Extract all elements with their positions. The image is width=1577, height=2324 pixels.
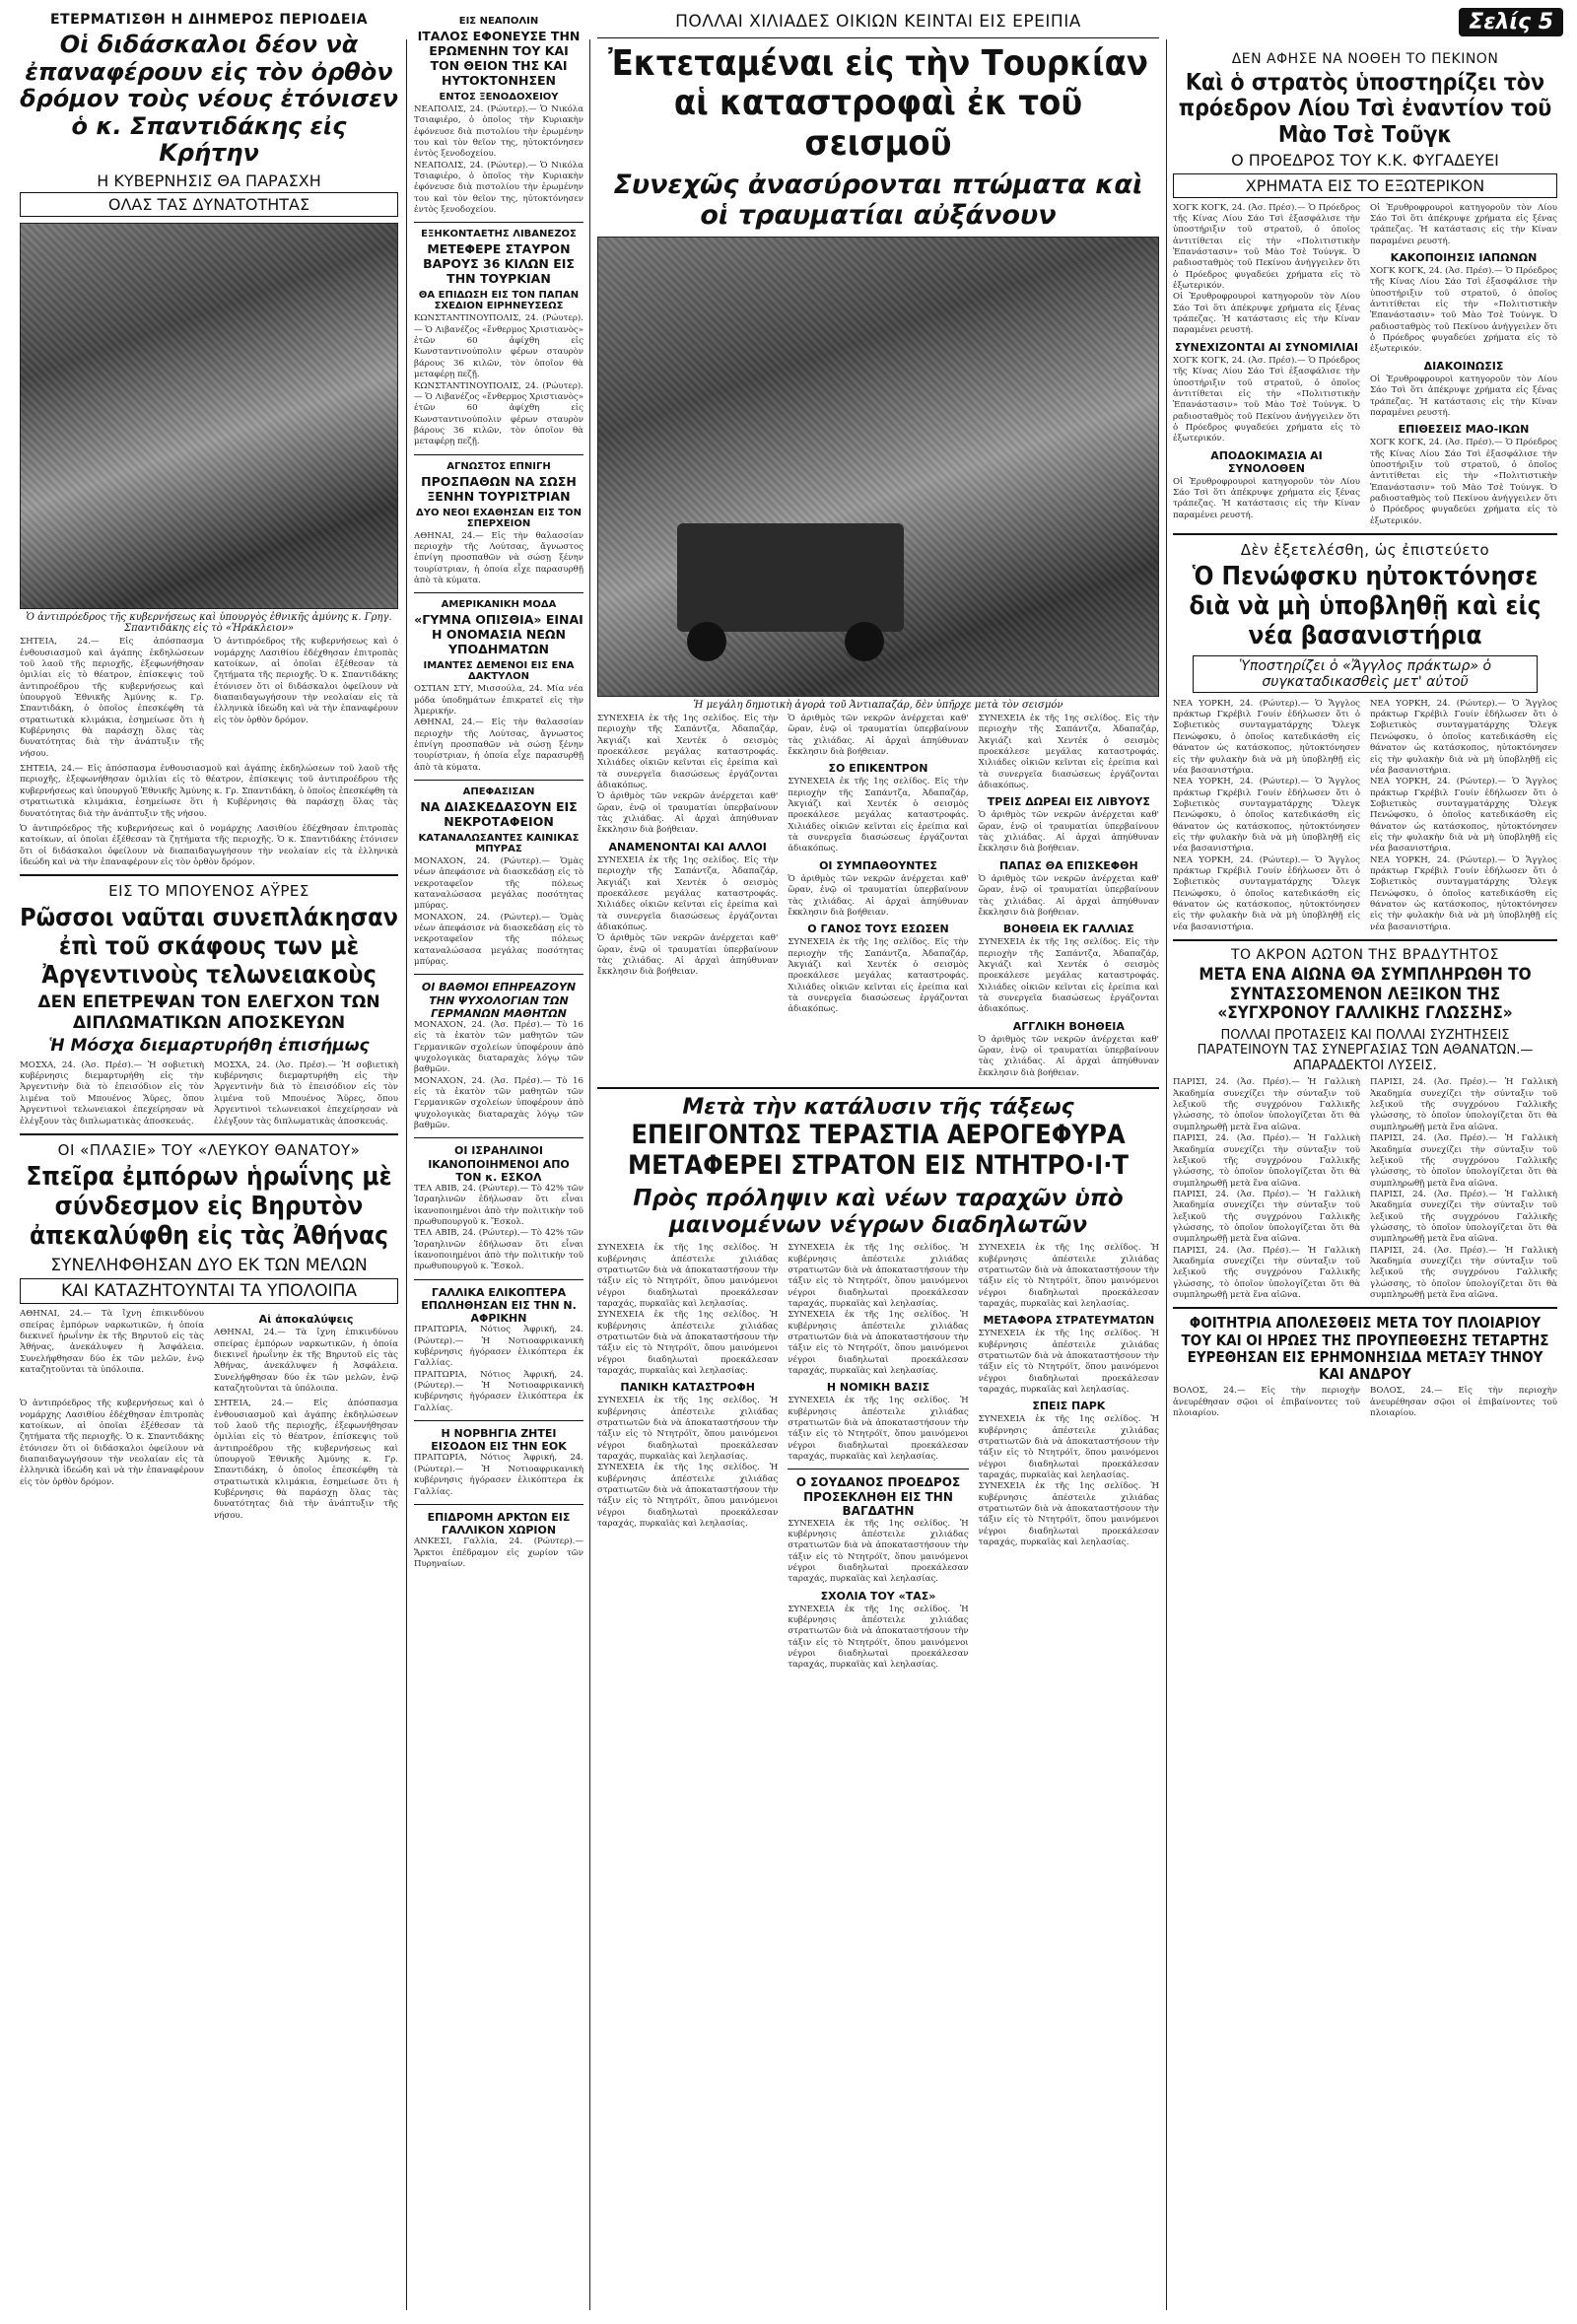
article-kicker: ΠΟΛΛΑΙ ΧΙΛΙΑΔΕΣ ΟΙΚΙΩΝ ΚΕΙΝΤΑΙ ΕΙΣ ΕΡΕΙΠΙΑ: [675, 12, 1081, 32]
article-body: ΣΥΝΕΧΕΙΑ ἐκ τῆς 1ης σελίδος. Εἰς τὴν περιοχὴν τῆς Σαπάντζα, Ἀδαπαζάρ, Ἀκγιάζι καὶ Χεντέκ ὁ σεισμὸς προεκάλεσε μεγάλας καταστροφάς. Χιλιάδες οἰκιῶν κεῖνται εἰς ἐρείπια καὶ τὰ συνεργεῖα διασώσεως ἐργάζονται ἀδιακόπως.: [597, 854, 779, 932]
article-body: ΠΡΑΙΤΩΡΙΑ, Νότιος Ἀφρική, 24. (Ρώυτερ).— Ἡ Νοτιοαφρικανικὴ κυβέρνησις ἠγόρασεν ἐλικόπτερα ἐκ Γαλλίας.: [414, 1369, 583, 1413]
article-body: Ὁ ἀριθμὸς τῶν νεκρῶν ἀνέρχεται καθ' ὥραν, ἐνῷ οἱ τραυματίαι ὑπερβαίνουν τὰς χιλιάδας. Αἱ ἀρχαὶ ἀπηύθυναν ἔκκλησιν διὰ βοήθειαν.: [978, 873, 1159, 918]
article-body: Ὁ ἀντιπρόεδρος τῆς κυβερνήσεως καὶ ὁ νομάρχης Λασιθίου ἐδέχθησαν ἐπιτροπὰς κατοίκων, αἱ ὁποῖαι ἐξέθεσαν τὰ ζητήματα τῆς περιοχῆς. Ὁ κ. Σπαντιδάκης ἐτόνισεν ὅτι οἱ διδάσκαλοι ὀφείλουν νὰ διαπαιδαγωγήσουν τὴν νεολαίαν εἰς τὰ ἑλληνικὰ ἰδεώδη καὶ νὰ τὴν ἐπαναφέρουν εἰς τὸν ὀρθὸν δρόμον.: [20, 823, 398, 867]
article-body: Οἱ Ἐρυθροφρουροὶ κατηγοροῦν τὸν Λίου Σάο Τσὶ ὅτι ἀπέκρυψε χρήματα εἰς ξένας τράπεζας. Ἡ κατάστασις εἰς τὴν Κίναν παραμένει ρευστή.: [1173, 476, 1360, 520]
article-headline: Ρῶσσοι ναῦται συνεπλάκησαν ἐπὶ τοῦ σκάφους των μὲ Ἀργεντινοὺς τελωνειακοὺς: [20, 903, 398, 989]
article-body: Ὁ ἀριθμὸς τῶν νεκρῶν ἀνέρχεται καθ' ὥραν, ἐνῷ οἱ τραυματίαι ὑπερβαίνουν τὰς χιλιάδας. Αἱ ἀρχαὶ ἀπηύθυναν ἔκκλησιν διὰ βοήθειαν.: [978, 1034, 1159, 1078]
column-rule: [1166, 39, 1167, 2310]
article-body: Ὁ ἀριθμὸς τῶν νεκρῶν ἀνέρχεται καθ' ὥραν, ἐνῷ οἱ τραυματίαι ὑπερβαίνουν τὰς χιλιάδας. Αἱ ἀρχαὶ ἀπηύθυναν ἔκκλησιν διὰ βοήθειαν.: [597, 791, 779, 836]
article-subhead: ΘΑ ΕΠΙΔΩΣΗ ΕΙΣ ΤΟΝ ΠΑΠΑΝ ΣΧΕΔΙΟΝ ΕΙΡΗΝΕΥΣΕΩΣ: [418, 290, 580, 312]
article-body: Ὁ ἀριθμὸς τῶν νεκρῶν ἀνέρχεται καθ' ὥραν, ἐνῷ οἱ τραυματίαι ὑπερβαίνουν τὰς χιλιάδας. Αἱ ἀρχαὶ ἀπηύθυναν ἔκκλησιν διὰ βοήθειαν.: [788, 873, 969, 918]
article-body: ΧΟΓΚ ΚΟΓΚ, 24. (Ἀσ. Πρέσ).— Ὁ Πρόεδρος τῆς Κίνας Λίου Σάο Τσὶ ἐξασφάλισε τὴν ὑποστήριξιν τοῦ στρατοῦ, ὁ ὁποῖος ἀντιτίθεται εἰς τὴν «Πολιτιστικὴν Ἐπανάστασιν» τοῦ Μὰο Τσὲ Τούνγκ. Ὁ ραδιοσταθμὸς τοῦ Πεκίνου ἀνήγγειλεν ὅτι ὁ Πρόεδρος φυγαδεύει χρήματα εἰς τὸ ἐξωτερικόν.: [1370, 438, 1557, 526]
article-headline: ΟΙ ΙΣΡΑΗΛΙΝΟΙ ΙΚΑΝΟΠΟΙΗΜΕΝΟΙ ΑΠΟ ΤΟΝ κ. ΕΣΚΟΛ: [428, 1144, 570, 1184]
article-body: ΑΘΗΝΑΙ, 24.— Τὰ ἴχνη ἐπικινδύνου σπείρας ἐμπόρων ναρκωτικῶν, ἡ ὁποία διεκινεῖ ἡρωΐνην ἐκ τῆς Βηρυτοῦ εἰς τὰς Ἀθήνας, ἀνεκάλυψεν ἡ Ἀσφάλεια. Συνελήφθησαν δύο ἐκ τῶν μελῶν, ἐνῷ καταζητοῦνται τὰ ὑπόλοιπα.: [20, 1309, 204, 1376]
article-headline: Ο ΣΟΥΔΑΝΟΣ ΠΡΟΕΔΡΟΣ ΠΡΟΣΕΚΛΗΘΗ ΕΙΣ ΤΗΝ ΒΑΓΔΑΤΗΝ: [795, 1475, 961, 1519]
column-right: [1173, 51, 1557, 2312]
article-body: ΝΕΑ ΥΟΡΚΗ, 24. (Ρώυτερ).— Ὁ Ἄγγλος πράκτωρ Γκρέβιλ Γουίν ἐδήλωσεν ὅτι ὁ Σοβιετικὸς συνταγματάρχης Ὄλεγκ Πενώφσκυ, ὁ ὁποῖος κατεδικάσθη εἰς θάνατον ὡς κατάσκοπος, ηὐτοκτόνησεν εἰς τὴν φυλακὴν διὰ νὰ μὴ ὑποβληθῇ εἰς νέα βασανιστήρια.: [1173, 698, 1360, 776]
article-body: ΒΟΛΟΣ, 24.— Εἰς τὴν περιοχὴν ἀνευρέθησαν σῷοι οἱ ἐπιβαίνοντες τοῦ πλοιαρίου.: [1173, 1386, 1360, 1418]
article-body: ΧΟΓΚ ΚΟΓΚ, 24. (Ἀσ. Πρέσ).— Ὁ Πρόεδρος τῆς Κίνας Λίου Σάο Τσὶ ἐξασφάλισε τὴν ὑποστήριξιν τοῦ στρατοῦ, ὁ ὁποῖος ἀντιτίθεται εἰς τὴν «Πολιτιστικὴν Ἐπανάστασιν» τοῦ Μὰο Τσὲ Τούνγκ. Ὁ ραδιοσταθμὸς τοῦ Πεκίνου ἀνήγγειλεν ὅτι ὁ Πρόεδρος φυγαδεύει χρήματα εἰς τὸ ἐξωτερικόν.: [1173, 202, 1360, 292]
article-body: ΣΥΝΕΧΕΙΑ ἐκ τῆς 1ης σελίδος. Εἰς τὴν περιοχὴν τῆς Σαπάντζα, Ἀδαπαζάρ, Ἀκγιάζι καὶ Χεντέκ ὁ σεισμὸς προεκάλεσε μεγάλας καταστροφάς. Χιλιάδες οἰκιῶν κεῖνται εἰς ἐρείπια καὶ τὰ συνεργεῖα διασώσεως ἐργάζονται ἀδιακόπως.: [788, 937, 969, 1015]
article-subhead: ΧΡΗΜΑΤΑ ΕΙΣ ΤΟ ΕΞΩΤΕΡΙΚΟΝ: [1173, 173, 1557, 198]
article-subhead: ΕΝΤΟΣ ΞΕΝΟΔΟΧΕΙΟΥ: [439, 92, 559, 103]
article-kicker: ΟΙ «ΠΛΑΣΙΕ» ΤΟΥ «ΛΕΥΚΟΥ ΘΑΝΑΤΟΥ»: [57, 1140, 361, 1159]
section-minor-head: ΜΕΤΑΦΟΡΑ ΣΤΡΑΤΕΥΜΑΤΩΝ: [983, 1314, 1155, 1328]
column-center: [597, 12, 1159, 2312]
article-body: ΣΥΝΕΧΕΙΑ ἐκ τῆς 1ης σελίδος. Ἡ κυβέρνησις ἀπέστειλε χιλιάδας στρατιωτῶν διὰ νὰ ἀποκαταστήσουν τὴν τάξιν εἰς τὸ Ντητρόϊτ, ὅπου μαινόμενοι νέγροι διαδηλωταὶ προεκάλεσαν ταραχάς, πυρκαϊὰς καὶ λεηλασίας.: [597, 1463, 779, 1530]
article-body: ΣΥΝΕΧΕΙΑ ἐκ τῆς 1ης σελίδος. Ἡ κυβέρνησις ἀπέστειλε χιλιάδας στρατιωτῶν διὰ νὰ ἀποκαταστήσουν τὴν τάξιν εἰς τὸ Ντητρόϊτ, ὅπου μαινόμενοι νέγροι διαδηλωταὶ προεκάλεσαν ταραχάς, πυρκαϊὰς καὶ λεηλασίας.: [597, 1396, 779, 1463]
article-body: ΣΥΝΕΧΕΙΑ ἐκ τῆς 1ης σελίδος. Ἡ κυβέρνησις ἀπέστειλε χιλιάδας στρατιωτῶν διὰ νὰ ἀποκαταστήσουν τὴν τάξιν εἰς τὸ Ντητρόϊτ, ὅπου μαινόμενοι νέγροι διαδηλωταὶ προεκάλεσαν ταραχάς, πυρκαϊὰς καὶ λεηλασίας.: [978, 1414, 1159, 1481]
section-minor-head: ΣΥΝΕΧΙΖΟΝΤΑΙ ΑΙ ΣΥΝΟΜΙΛΙΑΙ: [1175, 340, 1358, 354]
article-body: ΣΥΝΕΧΕΙΑ ἐκ τῆς 1ης σελίδος. Ἡ κυβέρνησις ἀπέστειλε χιλιάδας στρατιωτῶν διὰ νὰ ἀποκαταστήσουν τὴν τάξιν εἰς τὸ Ντητρόϊτ, ὅπου μαινόμενοι νέγροι διαδηλωταὶ προεκάλεσαν ταραχάς, πυρκαϊὰς καὶ λεηλασίας.: [597, 1310, 779, 1377]
article-headline: ΦΟΙΤΗΤΡΙΑ ΑΠΟΛΕΣΘΕΙΣ ΜΕΤΑ ΤΟΥ ΠΛΟΙΑΡΙΟΥ ΤΟΥ ΚΑΙ ΟΙ ΗΡΩΕΣ ΤΗΣ ΠΡΟΥΠΕΘΕΣΗΣ ΤΕΤΑΡΤΗΣ ΕΥΡΕΘΗΣΑΝ ΕΙΣ ΕΡΗΜΟΝΗΣΙΔΑ ΜΕΤΑΞΥ ΤΗΝΟΥ ΚΑΙ ΑΝΔΡΟΥ: [1181, 1314, 1549, 1384]
article-body: ΝΕΑ ΥΟΡΚΗ, 24. (Ρώυτερ).— Ὁ Ἄγγλος πράκτωρ Γκρέβιλ Γουίν ἐδήλωσεν ὅτι ὁ Σοβιετικὸς συνταγματάρχης Ὄλεγκ Πενώφσκυ, ὁ ὁποῖος κατεδικάσθη εἰς θάνατον ὡς κατάσκοπος, ηὐτοκτόνησεν εἰς τὴν φυλακὴν διὰ νὰ μὴ ὑποβληθῇ εἰς νέα βασανιστήρια.: [1370, 698, 1557, 776]
article-headline: Η ΝΟΡΒΗΓΙΑ ΖΗΤΕΙ ΕΙΣΟΔΟΝ ΕΙΣ ΤΗΝ ΕΟΚ: [431, 1427, 567, 1454]
article-headline: ΜΕΤΑΦΕΡΕΙ ΣΤΡΑΤΟΝ ΕΙΣ ΝΤΗΤΡΟ·Ι·Τ: [627, 1150, 1130, 1182]
section-minor-head: ΔΙΑΚΟΙΝΩΣΙΣ: [1423, 359, 1504, 373]
article-body: ΤΕΛ ΑΒΙΒ, 24. (Ρώυτερ).— Τὸ 42% τῶν Ἰσραηλινῶν ἐδήλωσαν ὅτι εἶναι ἱκανοποιημένοι ἀπὸ τὴν πολιτικὴν τοῦ πρωθυπουργοῦ κ. Ἔσκολ.: [414, 1184, 583, 1228]
article-headline: Ἐκτεταμέναι εἰς τὴν Τουρκίαν αἱ καταστροφαὶ ἐκ τοῦ σεισμοῦ: [608, 43, 1148, 164]
section-minor-head: ΑΓΓΛΙΚΗ ΒΟΗΘΕΙΑ: [1012, 1019, 1125, 1033]
article-body: ΝΕΑΠΟΛΙΣ, 24. (Ρώυτερ).— Ὁ Νικόλα Τσιαφιέρο, ὁ ὁποῖος τὴν Κυριακὴν ἐφόνευσε διὰ πιστολίου τὴν ἐρωμένην του καὶ τὸν θεῖον της, ηὐτοκτόνησεν ἐντὸς ξενοδοχείου.: [414, 104, 583, 160]
article-headline: Σπεῖρα ἐμπόρων ἡρωΐνης μὲ σύνδεσμον εἰς Βηρυτὸν ἀπεκαλύφθη εἰς τὰς Ἀθήνας: [26, 1161, 392, 1251]
page-number-badge: Σελίς 5: [1459, 8, 1563, 36]
article-body: ΣΥΝΕΧΕΙΑ ἐκ τῆς 1ης σελίδος. Εἰς τὴν περιοχὴν τῆς Σαπάντζα, Ἀδαπαζάρ, Ἀκγιάζι καὶ Χεντέκ ὁ σεισμὸς προεκάλεσε μεγάλας καταστροφάς. Χιλιάδες οἰκιῶν κεῖνται εἰς ἐρείπια καὶ τὰ συνεργεῖα διασώσεως ἐργάζονται ἀδιακόπως.: [978, 937, 1159, 1015]
article-kicker: ΤΟ ΑΚΡΟΝ ΑΩΤΟΝ ΤΗΣ ΒΡΑΔΥΤΗΤΟΣ: [1230, 947, 1500, 964]
article-body: ΣΥΝΕΧΕΙΑ ἐκ τῆς 1ης σελίδος. Ἡ κυβέρνησις ἀπέστειλε χιλιάδας στρατιωτῶν διὰ νὰ ἀποκαταστήσουν τὴν τάξιν εἰς τὸ Ντητρόϊτ, ὅπου μαινόμενοι νέγροι διαδηλωταὶ προεκάλεσαν ταραχάς, πυρκαϊὰς καὶ λεηλασίας.: [978, 1243, 1159, 1309]
article-kicker: ΑΜΕΡΙΚΑΝΙΚΗ ΜΟΔΑ: [441, 599, 557, 611]
article-body: ΜΟΝΑΧΟΝ, 24. (Ἀσ. Πρέσ).— Τὸ 16 εἰς τὰ ἑκατὸν τῶν μαθητῶν τῶν Γερμανικῶν σχολείων ὑποφέρουν ἀπὸ ψυχολογικὰς διαταραχὰς λόγῳ τῶν βαθμῶν.: [414, 1075, 583, 1131]
article-body: ΝΕΑ ΥΟΡΚΗ, 24. (Ρώυτερ).— Ὁ Ἄγγλος πράκτωρ Γκρέβιλ Γουίν ἐδήλωσεν ὅτι ὁ Σοβιετικὸς συνταγματάρχης Ὄλεγκ Πενώφσκυ, ὁ ὁποῖος κατεδικάσθη εἰς θάνατον ὡς κατάσκοπος, ηὐτοκτόνησεν εἰς τὴν φυλακὴν διὰ νὰ μὴ ὑποβληθῇ εἰς νέα βασανιστήρια.: [1173, 777, 1360, 854]
article-body: ΜΟΣΧΑ, 24. (Ἀσ. Πρέσ).— Ἡ σοβιετικὴ κυβέρνησις διεμαρτυρήθη εἰς τὴν Ἀργεντινὴν διὰ τὸ ἐπεισόδιον εἰς τὸν λιμένα τοῦ Μπουένος Ἄϋρες, ὅπου Ἀργεντινοὶ τελωνειακοὶ ἐπεχείρησαν νὰ ἐλέγξουν τὰς διπλωματικὰς ἀποσκευάς.: [214, 1059, 398, 1127]
article-body: ΣΗΤΕΙΑ, 24.— Εἰς ἀπόσπασμα ἐνθουσιασμοῦ καὶ ἀγάπης ἐκδηλώσεων τοῦ λαοῦ τῆς περιοχῆς, ἐξεφωνήθησαν ὁμιλίαι εἰς τὸ θέατρον, ἐπίσκεψις τοῦ ἀντιπροέδρου τῆς κυβερνήσεως καὶ ὑπουργοῦ Ἐθνικῆς Ἀμύνης κ. Γρ. Σπαντιδάκη, ὁ ὁποῖος ἐπεσκέφθη τὰ στρατιωτικὰ κλιμάκια, ἐσημείωσε ὅτι ἡ Κυβέρνησις θὰ παράσχῃ ὅλας τὰς δυνατότητας διὰ τὴν ἀνάπτυξιν τῆς νήσου.: [214, 1399, 398, 1521]
article-body: ΠΑΡΙΣΙ, 24. (Ἀσ. Πρέσ).— Ἡ Γαλλικὴ Ἀκαδημία συνεχίζει τὴν σύνταξιν τοῦ λεξικοῦ τῆς συγχρόνου Γαλλικῆς γλώσσης, τὸ ὁποῖον ὑπολογίζεται ὅτι θὰ συμπληρωθῇ μετὰ ἕνα αἰῶνα.: [1173, 1245, 1360, 1300]
article-headline: ΠΡΟΣΠΑΘΩΝ ΝΑ ΣΩΣΗ ΞΕΝΗΝ ΤΟΥΡΙΣΤΡΙΑΝ: [421, 473, 577, 504]
article-body: ΣΥΝΕΧΕΙΑ ἐκ τῆς 1ης σελίδος. Ἡ κυβέρνησις ἀπέστειλε χιλιάδας στρατιωτῶν διὰ νὰ ἀποκαταστήσουν τὴν τάξιν εἰς τὸ Ντητρόϊτ, ὅπου μαινόμενοι νέγροι διαδηλωταὶ προεκάλεσαν ταραχάς, πυρκαϊὰς καὶ λεηλασίας.: [788, 1604, 969, 1671]
article-body: ΑΝΚΕΣΙ, Γαλλία, 24. (Ρώυτερ).— Ἄρκτοι ἐπέδραμον εἰς χωρίον τῶν Πυρηναίων.: [414, 1537, 583, 1569]
article-subhead: Ὑποστηρίζει ὁ «Ἄγγλος πράκτωρ» ὁ συγκαταδικασθεὶς μετ' αὐτοῦ: [1193, 655, 1538, 693]
article-body: ΠΑΡΙΣΙ, 24. (Ἀσ. Πρέσ).— Ἡ Γαλλικὴ Ἀκαδημία συνεχίζει τὴν σύνταξιν τοῦ λεξικοῦ τῆς συγχρόνου Γαλλικῆς γλώσσης, τὸ ὁποῖον ὑπολογίζεται ὅτι θὰ συμπληρωθῇ μετὰ ἕνα αἰῶνα.: [1173, 1189, 1360, 1245]
article-body: ΤΕΛ ΑΒΙΒ, 24. (Ρώυτερ).— Τὸ 42% τῶν Ἰσραηλινῶν ἐδήλωσαν ὅτι εἶναι ἱκανοποιημένοι ἀπὸ τὴν πολιτικὴν τοῦ πρωθυπουργοῦ κ. Ἔσκολ.: [414, 1228, 583, 1272]
article-body: ΝΕΑ ΥΟΡΚΗ, 24. (Ρώυτερ).— Ὁ Ἄγγλος πράκτωρ Γκρέβιλ Γουίν ἐδήλωσεν ὅτι ὁ Σοβιετικὸς συνταγματάρχης Ὄλεγκ Πενώφσκυ, ὁ ὁποῖος κατεδικάσθη εἰς θάνατον ὡς κατάσκοπος, ηὐτοκτόνησεν εἰς τὴν φυλακὴν διὰ νὰ μὴ ὑποβληθῇ εἰς νέα βασανιστήρια.: [1370, 777, 1557, 854]
article-kicker: ΕΙΣ ΝΕΑΠΟΛΙΝ: [458, 16, 539, 27]
article-headline: ΜΕΤΑ ΕΝΑ ΑΙΩΝΑ ΘΑ ΣΥΜΠΛΗΡΩΘΗ ΤΟ ΣΥΝΤΑΣΣΟΜΕΝΟΝ ΛΕΞΙΚΟΝ ΤΗΣ «ΣΥΓΧΡΟΝΟΥ ΓΑΛΛΙΚΗΣ ΓΛΩΣΣΗΣ»: [1199, 965, 1532, 1024]
article-body: ΑΘΗΝΑΙ, 24.— Εἰς τὴν θαλασσίαν περιοχὴν τῆς Λούτσας, ἄγνωστος ἐπνίγη προσπαθῶν νὰ σώσῃ ξένην τουρίστριαν, ἡ ὁποία εἶχε παρασυρθῇ ἀπὸ τὰ κύματα.: [414, 530, 583, 585]
article-body: ΣΥΝΕΧΕΙΑ ἐκ τῆς 1ης σελίδος. Εἰς τὴν περιοχὴν τῆς Σαπάντζα, Ἀδαπαζάρ, Ἀκγιάζι καὶ Χεντέκ ὁ σεισμὸς προεκάλεσε μεγάλας καταστροφάς. Χιλιάδες οἰκιῶν κεῖνται εἰς ἐρείπια καὶ τὰ συνεργεῖα διασώσεως ἐργάζονται ἀδιακόπως.: [978, 714, 1159, 791]
article-body: ΠΑΡΙΣΙ, 24. (Ἀσ. Πρέσ).— Ἡ Γαλλικὴ Ἀκαδημία συνεχίζει τὴν σύνταξιν τοῦ λεξικοῦ τῆς συγχρόνου Γαλλικῆς γλώσσης, τὸ ὁποῖον ὑπολογίζεται ὅτι θὰ συμπληρωθῇ μετὰ ἕνα αἰῶνα.: [1370, 1189, 1557, 1245]
article-kicker: ΔΕΝ ΑΦΗΣΕ ΝΑ ΝΟΘΕΗ ΤΟ ΠΕΚΙΝΟΝ: [1231, 51, 1499, 67]
article-body: Ὁ ἀντιπρόεδρος τῆς κυβερνήσεως καὶ ὁ νομάρχης Λασιθίου ἐδέχθησαν ἐπιτροπὰς κατοίκων, αἱ ὁποῖαι ἐξέθεσαν τὰ ζητήματα τῆς περιοχῆς. Ὁ κ. Σπαντιδάκης ἐτόνισεν ὅτι οἱ διδάσκαλοι ὀφείλουν νὰ διαπαιδαγωγήσουν τὴν νεολαίαν εἰς τὰ ἑλληνικὰ ἰδεώδη καὶ νὰ τὴν ἐπαναφέρουν εἰς τὸν ὀρθὸν δρόμον.: [214, 637, 398, 725]
article-subhead: ΔΥΟ ΝΕΟΙ ΕΧΑΘΗΣΑΝ ΕΙΣ ΤΟΝ ΣΠΕΡΧΕΙΟΝ: [416, 507, 582, 529]
article-subhead: Ο ΠΡΟΕΔΡΟΣ ΤΟΥ Κ.Κ. ΦΥΓΑΔΕΥΕΙ: [1231, 151, 1499, 171]
article-body: ΣΥΝΕΧΕΙΑ ἐκ τῆς 1ης σελίδος. Ἡ κυβέρνησις ἀπέστειλε χιλιάδας στρατιωτῶν διὰ νὰ ἀποκαταστήσουν τὴν τάξιν εἰς τὸ Ντητρόϊτ, ὅπου μαινόμενοι νέγροι διαδηλωταὶ προεκάλεσαν ταραχάς, πυρκαϊὰς καὶ λεηλασίας.: [788, 1310, 969, 1377]
article-body: ΣΗΤΕΙΑ, 24.— Εἰς ἀπόσπασμα ἐνθουσιασμοῦ καὶ ἀγάπης ἐκδηλώσεων τοῦ λαοῦ τῆς περιοχῆς, ἐξεφωνήθησαν ὁμιλίαι εἰς τὸ θέατρον, ἐπίσκεψις τοῦ ἀντιπροέδρου τῆς κυβερνήσεως καὶ ὑπουργοῦ Ἐθνικῆς Ἀμύνης κ. Γρ. Σπαντιδάκη, ὁ ὁποῖος ἐπεσκέφθη τὰ στρατιωτικὰ κλιμάκια, ἐσημείωσε ὅτι ἡ Κυβέρνησις θὰ παράσχῃ ὅλας τὰς δυνατότητας διὰ τὴν ἀνάπτυξιν τῆς νήσου.: [20, 637, 204, 759]
article-kicker: ΕΙΣ ΤΟ ΜΠΟΥΕΝΟΣ ΑΫΡΕΣ: [108, 882, 309, 901]
section-minor-head: ΠΑΝΙΚΗ ΚΑΤΑΣΤΡΟΦΗ: [620, 1381, 755, 1395]
article-headline: Οἱ διδάσκαλοι δέον νὰ ἐπαναφέρουν εἰς τὸν ὀρθὸν δρόμον τοὺς νέους ἐτόνισεν ὁ κ. Σπαντιδάκης εἰς Κρήτην: [20, 31, 398, 168]
article-headline: ΕΠΙΔΡΟΜΗ ΑΡΚΤΩΝ ΕΙΣ ΓΑΛΛΙΚΟΝ ΧΩΡΙΟΝ: [427, 1510, 571, 1538]
news-photo: [20, 223, 398, 609]
article-body: ΧΟΓΚ ΚΟΓΚ, 24. (Ἀσ. Πρέσ).— Ὁ Πρόεδρος τῆς Κίνας Λίου Σάο Τσὶ ἐξασφάλισε τὴν ὑποστήριξιν τοῦ στρατοῦ, ὁ ὁποῖος ἀντιτίθεται εἰς τὴν «Πολιτιστικὴν Ἐπανάστασιν» τοῦ Μὰο Τσὲ Τούνγκ. Ὁ ραδιοσταθμὸς τοῦ Πεκίνου ἀνήγγειλεν ὅτι ὁ Πρόεδρος φυγαδεύει χρήματα εἰς τὸ ἐξωτερικόν.: [1370, 266, 1557, 355]
section-minor-head: ΑΝΑΜΕΝΟΝΤΑΙ ΚΑΙ ΑΛΛΟΙ: [608, 840, 767, 854]
article-body: ΠΡΑΙΤΩΡΙΑ, Νότιος Ἀφρική, 24. (Ρώυτερ).— Ἡ Νοτιοαφρικανικὴ κυβέρνησις ἠγόρασεν ἐλικόπτερα ἐκ Γαλλίας.: [414, 1325, 583, 1369]
article-kicker: ΑΠΕΦΑΣΙΣΑΝ: [462, 786, 535, 798]
article-body: Οἱ Ἐρυθροφρουροὶ κατηγοροῦν τὸν Λίου Σάο Τσὶ ὅτι ἀπέκρυψε χρήματα εἰς ξένας τράπεζας. Ἡ κατάστασις εἰς τὴν Κίναν παραμένει ρευστή.: [1370, 202, 1557, 246]
article-kicker: Μετὰ τὴν κατάλυσιν τῆς τάξεως: [682, 1094, 1074, 1120]
article-body: ΚΩΝΣΤΑΝΤΙΝΟΥΠΟΛΙΣ, 24. (Ρώυτερ).— Ὁ Λιβανέζος «ἔνθερμος Χριστιανὸς» ἐτῶν 60 ἀφίχθη εἰς Κωνσταντινούπολιν φέρων σταυρὸν βάρους 36 κιλῶν, τὸν ὁποῖον θὰ μεταφέρῃ πεζῇ.: [414, 313, 583, 380]
article-body: Ὁ ἀριθμὸς τῶν νεκρῶν ἀνέρχεται καθ' ὥραν, ἐνῷ οἱ τραυματίαι ὑπερβαίνουν τὰς χιλιάδας. Αἱ ἀρχαὶ ἀπηύθυναν ἔκκλησιν διὰ βοήθειαν.: [788, 714, 969, 758]
photo-caption: Ὁ ἀντιπρόεδρος τῆς κυβερνήσεως καὶ ὑπουργὸς ἐθνικῆς ἀμύνης κ. Γρηγ. Σπαντιδάκης εἰς τὸ «Ἡράκλειον»: [26, 612, 392, 635]
article-kicker: ΑΓΝΩΣΤΟΣ ΕΠΝΙΓΗ: [446, 460, 551, 472]
article-kicker: Δὲν ἐξετελέσθη, ὡς ἐπιστεύετο: [1240, 540, 1490, 559]
section-minor-head: ΕΠΙΘΕΣΕΙΣ ΜΑΟ-ΙΚΩΝ: [1398, 423, 1530, 437]
article-body: ΝΕΑ ΥΟΡΚΗ, 24. (Ρώυτερ).— Ὁ Ἄγγλος πράκτωρ Γκρέβιλ Γουίν ἐδήλωσεν ὅτι ὁ Σοβιετικὸς συνταγματάρχης Ὄλεγκ Πενώφσκυ, ὁ ὁποῖος κατεδικάσθη εἰς θάνατον ὡς κατάσκοπος, ηὐτοκτόνησεν εἰς τὴν φυλακὴν διὰ νὰ μὴ ὑποβληθῇ εἰς νέα βασανιστήρια.: [1370, 854, 1557, 932]
article-headline: Ὁ Πενώφσκυ ηὐτοκτόνησε διὰ νὰ μὴ ὑποβληθῇ καὶ εἰς νέα βασανιστήρια: [1189, 561, 1542, 650]
article-body: ΟΣΤΙΑΝ ΣΤΥ, Μισσούλα, 24. Μία νέα μόδα ὑποδημάτων ἐπικρατεῖ εἰς τὴν Ἀμερικήν.: [414, 684, 583, 717]
article-body: ΣΥΝΕΧΕΙΑ ἐκ τῆς 1ης σελίδος. Ἡ κυβέρνησις ἀπέστειλε χιλιάδας στρατιωτῶν διὰ νὰ ἀποκαταστήσουν τὴν τάξιν εἰς τὸ Ντητρόϊτ, ὅπου μαινόμενοι νέγροι διαδηλωταὶ προεκάλεσαν ταραχάς, πυρκαϊὰς καὶ λεηλασίας.: [788, 1243, 969, 1309]
article-body: ΝΕΑΠΟΛΙΣ, 24. (Ρώυτερ).— Ὁ Νικόλα Τσιαφιέρο, ὁ ὁποῖος τὴν Κυριακὴν ἐφόνευσε διὰ πιστολίου τὴν ἐρωμένην του καὶ τὸν θεῖον της, ηὐτοκτόνησεν ἐντὸς ξενοδοχείου.: [414, 160, 583, 216]
section-minor-head: ΣΟ ΕΠΙΚΕΝΤΡΟΝ: [828, 762, 928, 776]
article-subhead: ΚΑΙ ΚΑΤΑΖΗΤΟΥΝΤΑΙ ΤΑ ΥΠΟΛΟΙΠΑ: [20, 1278, 398, 1304]
article-subhead: Συνεχῶς ἀνασύρονται πτώματα καὶ οἱ τραυματίαι αὐξάνουν: [613, 169, 1143, 231]
page-logo: [1459, 8, 1563, 36]
article-subhead: ΚΑΤΑΝΑΛΩΣΑΝΤΕΣ ΚΑΙΝΙΚΑΣ ΜΠΥΡΑΣ: [418, 833, 580, 855]
article-headline: ΓΑΛΛΙΚΑ ΕΛΙΚΟΠΤΕΡΑ ΕΠΩΛΗΘΗΣΑΝ ΕΙΣ ΤΗΝ Ν. ΑΦΡΙΚΗΝ: [421, 1285, 577, 1326]
column-left: [20, 12, 398, 2312]
article-body: ΠΑΡΙΣΙ, 24. (Ἀσ. Πρέσ).— Ἡ Γαλλικὴ Ἀκαδημία συνεχίζει τὴν σύνταξιν τοῦ λεξικοῦ τῆς συγχρόνου Γαλλικῆς γλώσσης, τὸ ὁποῖον ὑπολογίζεται ὅτι θὰ συμπληρωθῇ μετὰ ἕνα αἰῶνα.: [1370, 1133, 1557, 1189]
article-kicker: ΕΞΗΚΟΝΤΑΕΤΗΣ ΛΙΒΑΝΕΖΟΣ: [421, 229, 577, 240]
article-subhead: ΠΟΛΛΑΙ ΠΡΟΤΑΣΕΙΣ ΚΑΙ ΠΟΛΛΑΙ ΣΥΖΗΤΗΣΕΙΣ ΠΑΡΑΤΕΙΝΟΥΝ ΤΑΣ ΣΥΝΕΡΓΑΣΙΑΣ ΤΩΝ ΑΘΑΝΑΤΩΝ.— ΑΠΑΡΑΔΕΚΤΟΙ ΛΥΣΕΙΣ.: [1197, 1027, 1534, 1073]
article-body: ΣΥΝΕΧΕΙΑ ἐκ τῆς 1ης σελίδος. Ἡ κυβέρνησις ἀπέστειλε χιλιάδας στρατιωτῶν διὰ νὰ ἀποκαταστήσουν τὴν τάξιν εἰς τὸ Ντητρόϊτ, ὅπου μαινόμενοι νέγροι διαδηλωταὶ προεκάλεσαν ταραχάς, πυρκαϊὰς καὶ λεηλασίας.: [978, 1481, 1159, 1548]
wheel-shape: [687, 622, 726, 661]
article-body: Ὁ ἀριθμὸς τῶν νεκρῶν ἀνέρχεται καθ' ὥραν, ἐνῷ οἱ τραυματίαι ὑπερβαίνουν τὰς χιλιάδας. Αἱ ἀρχαὶ ἀπηύθυναν ἔκκλησιν διὰ βοήθειαν.: [597, 933, 779, 978]
article-body: Ὁ ἀριθμὸς τῶν νεκρῶν ἀνέρχεται καθ' ὥραν, ἐνῷ οἱ τραυματίαι ὑπερβαίνουν τὰς χιλιάδας. Αἱ ἀρχαὶ ἀπηύθυναν ἔκκλησιν διὰ βοήθειαν.: [978, 810, 1159, 854]
section-minor-head: ΚΑΚΟΠΟΙΗΣΙΣ ΙΑΠΩΝΩΝ: [1390, 251, 1538, 265]
column-rule: [589, 39, 590, 2310]
article-body: ΒΟΛΟΣ, 24.— Εἰς τὴν περιοχὴν ἀνευρέθησαν σῷοι οἱ ἐπιβαίνοντες τοῦ πλοιαρίου.: [1370, 1386, 1557, 1418]
article-body: Οἱ Ἐρυθροφρουροὶ κατηγοροῦν τὸν Λίου Σάο Τσὶ ὅτι ἀπέκρυψε χρήματα εἰς ξένας τράπεζας. Ἡ κατάστασις εἰς τὴν Κίναν παραμένει ρευστή.: [1173, 292, 1360, 336]
section-minor-head: ΤΡΕΙΣ ΔΩΡΕΑΙ ΕΙΣ ΛΙΒΥΟΥΣ: [987, 795, 1150, 809]
truck-shape: [677, 523, 904, 632]
article-body: ΜΟΝΑΧΟΝ, 24. (Ρώυτερ).— Ὁμὰς νέων ἀπεφάσισε νὰ διασκεδάσῃ εἰς τὸ νεκροταφεῖον τῆς πόλεως καταναλώσασα μεγάλας ποσότητας μπύρας.: [414, 912, 583, 968]
article-subhead: Ἡ Μόσχα διεμαρτυρήθη ἐπισήμως: [48, 1036, 370, 1057]
article-headline: ΙΤΑΛΟΣ ΕΦΟΝΕΥΣΕ ΤΗΝ ΕΡΩΜΕΝΗΝ ΤΟΥ ΚΑΙ ΤΟΝ ΘΕΙΟΝ ΤΗΣ ΚΑΙ ΗΥΤΟΚΤΟΝΗΣΕΝ: [417, 29, 581, 88]
article-subhead: ΔΕΝ ΕΠΕΤΡΕΨΑΝ ΤΟΝ ΕΛΕΓΧΟΝ ΤΩΝ ΔΙΠΛΩΜΑΤΙΚΩΝ ΑΠΟΣΚΕΥΩΝ: [37, 992, 380, 1033]
article-headline: ΝΑ ΔΙΑΣΚΕΔΑΣΟΥΝ ΕΙΣ ΝΕΚΡΟΤΑΦΕΙΟΝ: [420, 799, 578, 830]
article-headline: ΕΠΕΙΓΟΝΤΩΣ ΤΕΡΑΣΤΙΑ ΑΕΡΟΓΕΦΥΡΑ: [631, 1120, 1126, 1151]
section-minor-head: ΣΧΟΛΙΑ ΤΟΥ «ΤΑΣ»: [820, 1589, 936, 1603]
article-body: ΝΕΑ ΥΟΡΚΗ, 24. (Ρώυτερ).— Ὁ Ἄγγλος πράκτωρ Γκρέβιλ Γουίν ἐδήλωσεν ὅτι ὁ Σοβιετικὸς συνταγματάρχης Ὄλεγκ Πενώφσκυ, ὁ ὁποῖος κατεδικάσθη εἰς θάνατον ὡς κατάσκοπος, ηὐτοκτόνησεν εἰς τὴν φυλακὴν διὰ νὰ μὴ ὑποβληθῇ εἰς νέα βασανιστήρια.: [1173, 854, 1360, 932]
article-body: Ὁ ἀντιπρόεδρος τῆς κυβερνήσεως καὶ ὁ νομάρχης Λασιθίου ἐδέχθησαν ἐπιτροπὰς κατοίκων, αἱ ὁποῖαι ἐξέθεσαν τὰ ζητήματα τῆς περιοχῆς. Ὁ κ. Σπαντιδάκης ἐτόνισεν ὅτι οἱ διδάσκαλοι ὀφείλουν νὰ διαπαιδαγωγήσουν τὴν νεολαίαν εἰς τὰ ἑλληνικὰ ἰδεώδη καὶ νὰ τὴν ἐπαναφέρουν εἰς τὸν ὀρθὸν δρόμον.: [20, 1399, 204, 1487]
article-body: ΜΟΝΑΧΟΝ, 24. (Ρώυτερ).— Ὁμὰς νέων ἀπεφάσισε νὰ διασκεδάσῃ εἰς τὸ νεκροταφεῖον τῆς πόλεως καταναλώσασα μεγάλας ποσότητας μπύρας.: [414, 856, 583, 912]
article-kicker: ΕΤΕΡΜΑΤΙΣΘΗ Η ΔΙΗΜΕΡΟΣ ΠΕΡΙΟΔΕΙΑ: [49, 12, 369, 28]
article-body: ΣΗΤΕΙΑ, 24.— Εἰς ἀπόσπασμα ἐνθουσιασμοῦ καὶ ἀγάπης ἐκδηλώσεων τοῦ λαοῦ τῆς περιοχῆς, ἐξεφωνήθησαν ὁμιλίαι εἰς τὸ θέατρον, ἐπίσκεψις τοῦ ἀντιπροέδρου τῆς κυβερνήσεως καὶ ὑπουργοῦ Ἐθνικῆς Ἀμύνης κ. Γρ. Σπαντιδάκη, ὁ ὁποῖος ἐπεσκέφθη τὰ στρατιωτικὰ κλιμάκια, ἐσημείωσε ὅτι ἡ Κυβέρνησις θὰ παράσχῃ ὅλας τὰς δυνατότητας διὰ τὴν ἀνάπτυξιν τῆς νήσου.: [20, 764, 398, 819]
article-subhead: ΣΥΝΕΛΗΦΘΗΣΑΝ ΔΥΟ ΕΚ ΤΩΝ ΜΕΛΩΝ: [50, 1255, 368, 1275]
section-minor-head: ΑΠΟΔΟΚΙΜΑΣΙΑ ΑΙ ΣΥΝΟΛΟΘΕΝ: [1210, 448, 1323, 475]
article-body: ΑΘΗΝΑΙ, 24.— Τὰ ἴχνη ἐπικινδύνου σπείρας ἐμπόρων ναρκωτικῶν, ἡ ὁποία διεκινεῖ ἡρωΐνην ἐκ τῆς Βηρυτοῦ εἰς τὰς Ἀθήνας, ἀνεκάλυψεν ἡ Ἀσφάλεια. Συνελήφθησαν δύο ἐκ τῶν μελῶν, ἐνῷ καταζητοῦνται τὰ ὑπόλοιπα.: [214, 1328, 398, 1395]
article-body: ΣΥΝΕΧΕΙΑ ἐκ τῆς 1ης σελίδος. Εἰς τὴν περιοχὴν τῆς Σαπάντζα, Ἀδαπαζάρ, Ἀκγιάζι καὶ Χεντέκ ὁ σεισμὸς προεκάλεσε μεγάλας καταστροφάς. Χιλιάδες οἰκιῶν κεῖνται εἰς ἐρείπια καὶ τὰ συνεργεῖα διασώσεως ἐργάζονται ἀδιακόπως.: [788, 777, 969, 854]
article-body: ΧΟΓΚ ΚΟΓΚ, 24. (Ἀσ. Πρέσ).— Ὁ Πρόεδρος τῆς Κίνας Λίου Σάο Τσὶ ἐξασφάλισε τὴν ὑποστήριξιν τοῦ στρατοῦ, ὁ ὁποῖος ἀντιτίθεται εἰς τὴν «Πολιτιστικὴν Ἐπανάστασιν» τοῦ Μὰο Τσὲ Τούνγκ. Ὁ ραδιοσταθμὸς τοῦ Πεκίνου ἀνήγγειλεν ὅτι ὁ Πρόεδρος φυγαδεύει χρήματα εἰς τὸ ἐξωτερικόν.: [1173, 355, 1360, 444]
article-body: ΠΑΡΙΣΙ, 24. (Ἀσ. Πρέσ).— Ἡ Γαλλικὴ Ἀκαδημία συνεχίζει τὴν σύνταξιν τοῦ λεξικοῦ τῆς συγχρόνου Γαλλικῆς γλώσσης, τὸ ὁποῖον ὑπολογίζεται ὅτι θὰ συμπληρωθῇ μετὰ ἕνα αἰῶνα.: [1370, 1245, 1557, 1300]
article-body: ΣΥΝΕΧΕΙΑ ἐκ τῆς 1ης σελίδος. Ἡ κυβέρνησις ἀπέστειλε χιλιάδας στρατιωτῶν διὰ νὰ ἀποκαταστήσουν τὴν τάξιν εἰς τὸ Ντητρόϊτ, ὅπου μαινόμενοι νέγροι διαδηλωταὶ προεκάλεσαν ταραχάς, πυρκαϊὰς καὶ λεηλασίας.: [788, 1518, 969, 1585]
article-headline: «ΓΥΜΝΑ ΟΠΙΣΘΙΑ» ΕΙΝΑΙ Η ΟΝΟΜΑΣΙΑ ΝΕΩΝ ΥΠΟΔΗΜΑΤΩΝ: [414, 612, 583, 657]
wheel-shape: [845, 622, 884, 661]
section-minor-head: ΒΟΗΘΕΙΑ ΕΚ ΓΑΛΛΙΑΣ: [1002, 923, 1134, 936]
column-rule: [406, 39, 407, 2310]
article-body: ΠΑΡΙΣΙ, 24. (Ἀσ. Πρέσ).— Ἡ Γαλλικὴ Ἀκαδημία συνεχίζει τὴν σύνταξιν τοῦ λεξικοῦ τῆς συγχρόνου Γαλλικῆς γλώσσης, τὸ ὁποῖον ὑπολογίζεται ὅτι θὰ συμπληρωθῇ μετὰ ἕνα αἰῶνα.: [1173, 1133, 1360, 1189]
article-subhead: Πρὸς πρόληψιν καὶ νέων ταραχῶν ὑπὸ μαινομένων νέγρων διαδηλωτῶν: [633, 1186, 1124, 1238]
article-body: ΣΥΝΕΧΕΙΑ ἐκ τῆς 1ης σελίδος. Ἡ κυβέρνησις ἀπέστειλε χιλιάδας στρατιωτῶν διὰ νὰ ἀποκαταστήσουν τὴν τάξιν εἰς τὸ Ντητρόϊτ, ὅπου μαινόμενοι νέγροι διαδηλωταὶ προεκάλεσαν ταραχάς, πυρκαϊὰς καὶ λεηλασίας.: [978, 1329, 1159, 1396]
section-minor-head: ΣΠΕΙΣ ΠΑΡΚ: [1032, 1400, 1106, 1413]
article-body: ΜΟΣΧΑ, 24. (Ἀσ. Πρέσ).— Ἡ σοβιετικὴ κυβέρνησις διεμαρτυρήθη εἰς τὴν Ἀργεντινὴν διὰ τὸ ἐπεισόδιον εἰς τὸν λιμένα τοῦ Μπουένος Ἄϋρες, ὅπου Ἀργεντινοὶ τελωνειακοὶ ἐπεχείρησαν νὰ ἐλέγξουν τὰς διπλωματικὰς ἀποσκευάς.: [20, 1059, 204, 1127]
article-subhead: ΟΛΑΣ ΤΑΣ ΔΥΝΑΤΟΤΗΤΑΣ: [20, 192, 398, 217]
article-body: ΠΑΡΙΣΙ, 24. (Ἀσ. Πρέσ).— Ἡ Γαλλικὴ Ἀκαδημία συνεχίζει τὴν σύνταξιν τοῦ λεξικοῦ τῆς συγχρόνου Γαλλικῆς γλώσσης, τὸ ὁποῖον ὑπολογίζεται ὅτι θὰ συμπληρωθῇ μετὰ ἕνα αἰῶνα.: [1370, 1077, 1557, 1132]
section-minor-head: ΠΑΠΑΣ ΘΑ ΕΠΙΣΚΕΦΘΗ: [998, 858, 1138, 872]
article-body: ΠΑΡΙΣΙ, 24. (Ἀσ. Πρέσ).— Ἡ Γαλλικὴ Ἀκαδημία συνεχίζει τὴν σύνταξιν τοῦ λεξικοῦ τῆς συγχρόνου Γαλλικῆς γλώσσης, τὸ ὁποῖον ὑπολογίζεται ὅτι θὰ συμπληρωθῇ μετὰ ἕνα αἰῶνα.: [1173, 1077, 1360, 1132]
section-minor-head: Η ΝΟΜΙΚΗ ΒΑΣΙΣ: [826, 1381, 930, 1395]
news-photo: [597, 237, 1159, 697]
article-headline: Καὶ ὁ στρατὸς ὑποστηρίζει τὸν πρόεδρον Λίου Τσὶ ἐναντίον τοῦ Μὰο Τσὲ Τοῦγκ: [1178, 70, 1552, 148]
article-body: ΣΥΝΕΧΕΙΑ ἐκ τῆς 1ης σελίδος. Ἡ κυβέρνησις ἀπέστειλε χιλιάδας στρατιωτῶν διὰ νὰ ἀποκαταστήσουν τὴν τάξιν εἰς τὸ Ντητρόϊτ, ὅπου μαινόμενοι νέγροι διαδηλωταὶ προεκάλεσαν ταραχάς, πυρκαϊὰς καὶ λεηλασίας.: [788, 1396, 969, 1463]
article-body: ΑΘΗΝΑΙ, 24.— Εἰς τὴν θαλασσίαν περιοχὴν τῆς Λούτσας, ἄγνωστος ἐπνίγη προσπαθῶν νὰ σώσῃ ξένην τουρίστριαν, ἡ ὁποία εἶχε παρασυρθῇ ἀπὸ τὰ κύματα.: [414, 718, 583, 773]
article-body: ΚΩΝΣΤΑΝΤΙΝΟΥΠΟΛΙΣ, 24. (Ρώυτερ).— Ὁ Λιβανέζος «ἔνθερμος Χριστιανὸς» ἐτῶν 60 ἀφίχθη εἰς Κωνσταντινούπολιν φέρων σταυρὸν βάρους 36 κιλῶν, τὸν ὁποῖον θὰ μεταφέρῃ πεζῇ.: [414, 380, 583, 447]
article-body: Οἱ Ἐρυθροφρουροὶ κατηγοροῦν τὸν Λίου Σάο Τσὶ ὅτι ἀπέκρυψε χρήματα εἰς ξένας τράπεζας. Ἡ κατάστασις εἰς τὴν Κίναν παραμένει ρευστή.: [1370, 374, 1557, 418]
article-headline: ΜΕΤΕΦΕΡΕ ΣΤΑΥΡΟΝ ΒΑΡΟΥΣ 36 ΚΙΛΩΝ ΕΙΣ ΤΗΝ ΤΟΥΡΚΙΑΝ: [423, 241, 575, 287]
section-minor-head: Αἱ ἀποκαλύψεις: [258, 1313, 354, 1327]
article-body: ΜΟΝΑΧΟΝ, 24. (Ἀσ. Πρέσ).— Τὸ 16 εἰς τὰ ἑκατὸν τῶν μαθητῶν τῶν Γερμανικῶν σχολείων ὑποφέρουν ἀπὸ ψυχολογικὰς διαταραχὰς λόγῳ τῶν βαθμῶν.: [414, 1020, 583, 1075]
article-headline: ΟΙ ΒΑΘΜΟΙ ΕΠΗΡΕΑΖΟΥΝ ΤΗΝ ΨΥΧΟΛΟΓΙΑΝ ΤΩΝ ΓΕΡΜΑΝΩΝ ΜΑΘΗΤΩΝ: [421, 981, 577, 1020]
article-body: ΠΡΑΙΤΩΡΙΑ, Νότιος Ἀφρική, 24. (Ρώυτερ).— Ἡ Νοτιοαφρικανικὴ κυβέρνησις ἠγόρασεν ἐλικόπτερα ἐκ Γαλλίας.: [414, 1453, 583, 1497]
article-body: ΣΥΝΕΧΕΙΑ ἐκ τῆς 1ης σελίδος. Ἡ κυβέρνησις ἀπέστειλε χιλιάδας στρατιωτῶν διὰ νὰ ἀποκαταστήσουν τὴν τάξιν εἰς τὸ Ντητρόϊτ, ὅπου μαινόμενοι νέγροι διαδηλωταὶ προεκάλεσαν ταραχάς, πυρκαϊὰς καὶ λεηλασίας.: [597, 1243, 779, 1309]
section-minor-head: ΟΙ ΣΥΜΠΑΘΟΥΝΤΕΣ: [819, 858, 937, 872]
article-body: ΣΥΝΕΧΕΙΑ ἐκ τῆς 1ης σελίδος. Εἰς τὴν περιοχὴν τῆς Σαπάντζα, Ἀδαπαζάρ, Ἀκγιάζι καὶ Χεντέκ ὁ σεισμὸς προεκάλεσε μεγάλας καταστροφάς. Χιλιάδες οἰκιῶν κεῖνται εἰς ἐρείπια καὶ τὰ συνεργεῖα διασώσεως ἐργάζονται ἀδιακόπως.: [597, 714, 779, 791]
article-subhead: ΙΜΑΝΤΕΣ ΔΕΜΕΝΟΙ ΕΙΣ ΕΝΑ ΔΑΚΤΥΛΟΝ: [423, 660, 575, 683]
photo-caption: Ἡ μεγάλη δημοτικὴ ἀγορὰ τοῦ Ἀντιαπαζάρ, δὲν ὑπῆρχε μετὰ τὸν σεισμόν: [693, 700, 1063, 712]
column-second: [414, 12, 583, 2312]
article-subhead: Η ΚΥΒΕΡΝΗΣΙΣ ΘΑ ΠΑΡΑΣΧΗ: [97, 171, 321, 190]
section-minor-head: Ο ΓΑΝΟΣ ΤΟΥΣ ΕΣΩΣΕΝ: [807, 923, 949, 936]
